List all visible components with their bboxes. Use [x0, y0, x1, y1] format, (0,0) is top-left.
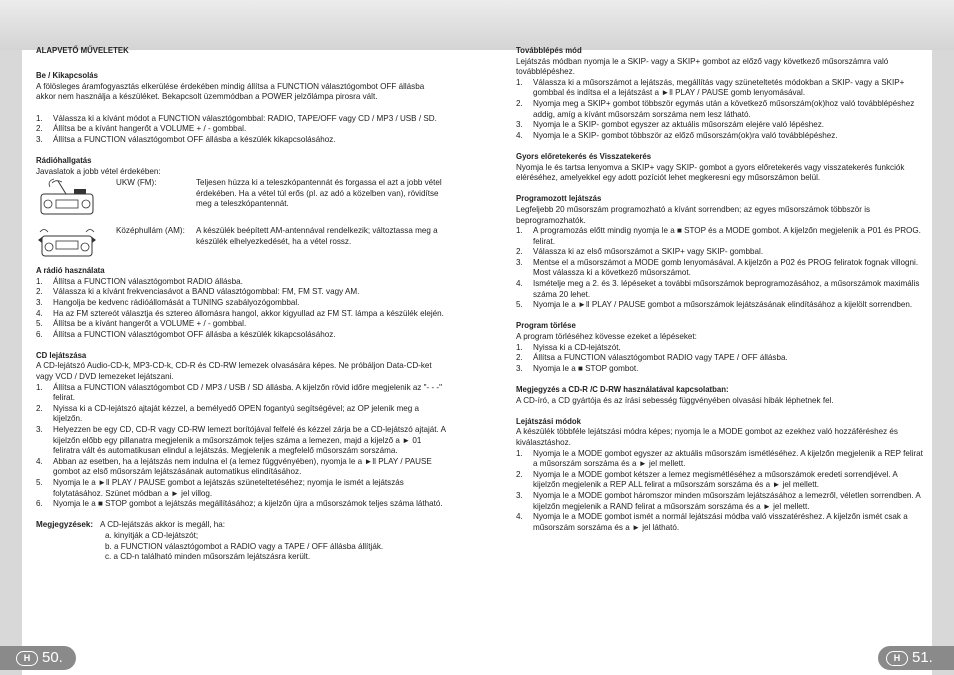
list-item-text: Állítsa a FUNCTION választógombot OFF állásba a készülék kikapcsolásához.	[53, 134, 336, 144]
radio-intro: Javaslatok a jobb vétel érdekében:	[36, 166, 161, 176]
list-item-number: 4.	[36, 456, 43, 466]
list-item-text: Nyomja le a MODE gombot háromszor minden műsorszám lejátszásához a lemezről, véletlen sorrendben. A kijelzőn megjelenik a RAND felirat a műsorszám sorszáma és a ► jel mellett.	[533, 490, 921, 511]
list-item-text: Hangolja be kedvenc rádióállomását a TUNING szabályozógombbal.	[53, 297, 300, 307]
delete-intro: A program törléséhez kövesse ezeket a lépéseket:	[516, 332, 697, 342]
list-item-text: Nyomja le a ►ll PLAY / PAUSE gombot a lejátszás szüneteltetéséhez; nyomja le ismét a lejátszás folytatásához. Szünet módban a ► jel villog.	[53, 478, 404, 498]
ukw-row	[36, 178, 446, 218]
search-heading: Gyors előretekerés és Visszatekerés	[516, 151, 652, 161]
list-item-text: Nyomja le a MODE gombot kétszer a lemez megismétléséhez a műsorszámok eredeti sorrendjével. A kijelzőn megjelenik a REP ALL felirat a műsorszám sorszáma és a ► jel mellett.	[533, 469, 898, 490]
list-item-number: 1.	[516, 226, 523, 236]
list-item	[516, 99, 924, 120]
skip-intro: Lejátszás módban nyomja le a SKIP- vagy a SKIP+ gombot az előző vagy következő műsorszámra való továbblépéshez.	[516, 56, 889, 77]
list-item-number: 5.	[36, 478, 43, 487]
list-item-number: 2.	[516, 98, 523, 108]
list-item-text: Válassza ki a műsorszámot a lejátszás, megállítás vagy szüneteltetés módokban a SKIP- vagy a SKIP+ gombbal és indítsa el a lejátszást a ►ll PLAY / PAUSE gomb lenyomásával.	[533, 77, 905, 98]
onoff-steps	[36, 114, 446, 146]
left-margin-band	[0, 50, 22, 675]
program-heading: Programozott lejátszás	[516, 194, 602, 204]
modes-intro: A készülék többféle lejátszási módra képes; nyomja le a MODE gombot az ezekhez való hozzáféréshez és kiválasztáshoz.	[516, 427, 898, 447]
page-title: ALAPVETŐ MŰVELETEK	[36, 46, 129, 55]
cdr-text: A CD-író, a CD gyártója és az írási sebesség függvényében olvasási hibák léphetnek fel.	[516, 395, 834, 405]
list-item-number: 4.	[516, 279, 523, 289]
page-number-right	[878, 646, 954, 670]
list-item	[516, 120, 924, 131]
list-item	[36, 425, 446, 457]
am-label: Középhullám (AM):	[116, 226, 185, 236]
notes-label: Megjegyzések:	[36, 520, 94, 530]
list-item-text: Állítsa a FUNCTION választógombot OFF állásba a készülék kikapcsolásához.	[53, 329, 336, 339]
list-item-number: 2.	[36, 124, 43, 134]
list-item-number: 2.	[36, 287, 43, 297]
list-item-number: 3.	[516, 490, 523, 500]
list-item-number: 4.	[516, 512, 523, 522]
list-item-text: Ha az FM sztereót választja és sztereo állomásra hangol, akkor kigyullad az FM ST. lámpa a készülék elején.	[53, 308, 444, 318]
notes-item-a: a. kinyitják a CD-lejátszót;	[105, 530, 199, 540]
list-item-text: Állítsa a FUNCTION választógombot RADIO állásba.	[53, 276, 243, 286]
am-text: A készülék beépített AM-antennával rendelkezik; változtassa meg a készülék elhelyezkedését, ha a vétel rossz.	[196, 226, 438, 246]
list-item-text: Nyomja le a MODE gombot ismét a normál lejátszási módba való visszatéréshez. A kijelzőn ismét csak a műsorszám sorszáma és a ► jel látható.	[533, 512, 908, 532]
list-item	[516, 258, 924, 279]
list-item-text: Válassza ki a kívánt frekvenciasávot a BAND választógombbal: FM, FM ST. vagy AM.	[53, 287, 360, 297]
cd-heading: CD lejátszása	[36, 350, 87, 360]
list-item	[36, 287, 446, 298]
list-item-text: Mentse el a műsorszámot a MODE gomb lenyomásával. A kijelzőn a P02 és PROG feliratok fognak villogni. Most válassza ki a következő műsorszámot.	[533, 257, 919, 278]
list-item-text: Nyomja le a SKIP- gombot többször az előző műsorszám(ok)ra való továbblépéshez.	[533, 130, 838, 140]
ukw-label: UKW (FM):	[116, 178, 157, 188]
list-item	[516, 353, 924, 364]
list-item-number: 4.	[516, 130, 523, 140]
list-item-number: 1.	[516, 448, 523, 458]
list-item	[36, 478, 446, 499]
list-item-text: Abban az esetben, ha a lejátszás nem indulna el (a lemez függvényében), nyomja le a ►ll PLAY / PAUSE gombot az első műsorszám lejátszásának automatikus elindításához.	[53, 456, 432, 477]
list-item-text: Nyomja le a ■ STOP gombot a lejátszás megállításához; a kijelzőn újra a műsorszámok teljes száma látható.	[53, 499, 443, 509]
list-item-number: 1.	[516, 342, 523, 352]
top-band	[0, 0, 954, 50]
list-item	[36, 383, 446, 404]
list-item-number: 3.	[516, 257, 523, 267]
radio-heading: Rádióhallgatás	[36, 155, 92, 165]
list-item-text: Nyissa ki a CD-lejátszó ajtaját kézzel, a bemélyedő OPEN fogantyú segítségével; az OP jelenik meg a kijelzőn.	[53, 403, 420, 424]
skip-steps	[516, 78, 924, 142]
onoff-heading: Be / Kikapcsolás	[36, 71, 98, 81]
list-item-text: Nyomja le a SKIP- gombot egyszer az aktuális műsorszám elejére való lépéshez.	[533, 120, 825, 130]
list-item-text: A programozás előtt mindig nyomja le a ■ STOP és a MODE gombot. A kijelzőn megjelenik a P01 és PROG. felirat.	[533, 226, 921, 246]
radio-use-heading: A rádió használata	[36, 266, 105, 276]
list-item-text: Állítsa be a kívánt hangerőt a VOLUME + / - gombbal.	[53, 319, 247, 329]
list-item-number: 1.	[36, 382, 43, 392]
list-item	[36, 457, 446, 478]
list-item-number: 6.	[36, 329, 43, 339]
list-item-number: 2.	[516, 247, 523, 257]
list-item	[516, 300, 924, 311]
radio-use-steps	[36, 277, 446, 341]
list-item	[516, 491, 924, 512]
cd-steps	[36, 383, 446, 510]
list-item-number: 2.	[516, 353, 523, 363]
cdr-heading: Megjegyzés a CD-R /C D-RW használatával kapcsolatban:	[516, 385, 729, 394]
ukw-text: Teljesen húzza ki a teleszkópantennát és forgassa el azt a jobb vétel érdekében. Ha a vétel túl erős (pl. az adó a közelben van), rövidítse meg a teleszkópantennát.	[196, 178, 442, 209]
delete-heading: Program törlése	[516, 321, 576, 331]
list-item	[36, 277, 446, 288]
language-badge: H	[886, 651, 908, 666]
program-steps	[516, 226, 924, 311]
list-item-number: 2.	[516, 469, 523, 479]
list-item	[516, 364, 924, 375]
program-intro: Legfeljebb 20 műsorszám programozható a kívánt sorrendben; az egyes műsorszámok többször is beprogramozhatók.	[516, 204, 871, 225]
page-number: 50.	[42, 648, 63, 666]
list-item	[516, 343, 924, 354]
list-item-text: Nyomja le a ■ STOP gombot.	[533, 363, 639, 373]
list-item-text: Válassza ki az első műsorszámot a SKIP+ vagy SKIP- gombbal.	[533, 247, 764, 257]
list-item	[36, 499, 446, 510]
list-item-number: 1.	[516, 77, 523, 87]
notes-block	[36, 520, 446, 562]
list-item	[516, 247, 924, 258]
page-number: 51.	[912, 648, 933, 666]
list-item-number: 3.	[36, 425, 43, 435]
skip-heading: Továbblépés mód	[516, 46, 582, 55]
list-item-text: Állítsa a FUNCTION választógombot RADIO vagy TAPE / OFF állásba.	[533, 353, 788, 363]
list-item-number: 3.	[36, 297, 43, 307]
list-item-number: 3.	[36, 134, 43, 144]
fm-antenna-illustration	[36, 178, 116, 218]
list-item-number: 4.	[36, 308, 43, 318]
list-item-number: 6.	[36, 499, 43, 509]
list-item	[516, 78, 924, 99]
list-item	[516, 449, 924, 470]
list-item-number: 1.	[36, 276, 43, 286]
list-item	[516, 279, 924, 300]
list-item-text: Nyomja le a MODE gombot egyszer az aktuális műsorszám ismétléséhez. A kijelzőn megjelenik a REP felirat a műsorszám sorszáma és a ► jel mellett.	[533, 448, 923, 469]
list-item	[516, 470, 924, 491]
list-item-text: Helyezzen be egy CD, CD-R vagy CD-RW lemezt borítójával felfelé és kézzel zárja be a CD-lejátszó ajtaját. A kijelzőn előbb egy pillanatra megjelenik a műsorszámok teljes száma a lemezen, majd a kijelző a ► 01 feliratra vált és automatikusan elindul a lejátszás. Megjelenik a megfelelő műsorszám sorszáma.	[53, 425, 446, 456]
delete-steps	[516, 343, 924, 375]
list-item	[36, 309, 446, 320]
list-item-number: 5.	[36, 319, 43, 329]
left-page	[36, 46, 446, 563]
list-item-text: Ismételje meg a 2. és 3. lépéseket a további műsorszámok beprogramozásához, a műsorszámok maximális száma 20 lehet.	[533, 279, 920, 299]
list-item-number: 5.	[516, 300, 523, 310]
cd-intro: A CD-lejátszó Audio-CD-k, MP3-CD-k, CD-R és CD-RW lemezek olvasására képes. Ne próbáljon Data-CD-ket vagy VCD / DVD lemezeket lejátszani.	[36, 361, 432, 382]
list-item	[36, 330, 446, 341]
list-item	[36, 319, 446, 330]
list-item-number: 3.	[516, 363, 523, 373]
am-position-illustration	[36, 226, 116, 260]
list-item-text: Nyomja meg a SKIP+ gombot többször egymás után a következő műsorszám(ok)hoz való továbblépéshez addig, amíg a kívánt műsorszám sorszáma nem lesz látható.	[533, 98, 915, 119]
notes-intro: A CD-lejátszás akkor is megáll, ha:	[100, 520, 226, 530]
right-margin-band	[932, 50, 954, 675]
am-row	[36, 226, 446, 260]
list-item	[516, 226, 924, 247]
page-number-left	[0, 646, 76, 670]
list-item-number: 3.	[516, 120, 523, 130]
onoff-intro: A fölösleges áramfogyasztás elkerülése érdekében mindig állítsa a FUNCTION választógombot OFF állásba akkor nem használja a készüléket. Bekapcsolt üzemmódban a POWER jelzőlámpa pirosra vált.	[36, 81, 425, 102]
list-item	[36, 135, 446, 146]
list-item	[516, 512, 924, 533]
notes-item-c: c. a CD-n található minden műsorszám lejátszásra került.	[105, 552, 311, 562]
modes-heading: Lejátszási módok	[516, 416, 581, 426]
list-item-number: 2.	[36, 403, 43, 413]
list-item	[516, 131, 924, 142]
list-item-text: Állítsa a FUNCTION választógombot CD / MP3 / USB / SD állásba. A kijelzőn rövid időre megjelenik az "- - -" felirat.	[53, 382, 442, 403]
language-badge: H	[16, 651, 38, 666]
list-item-text: Nyissa ki a CD-lejátszót.	[533, 342, 621, 352]
list-item	[36, 404, 446, 425]
notes-item-b: b. a FUNCTION választógombot a RADIO vagy a TAPE / OFF állásba állítják.	[105, 541, 384, 551]
modes-steps	[516, 449, 924, 534]
list-item-number: 1.	[36, 113, 43, 123]
list-item	[36, 298, 446, 309]
list-item	[36, 114, 446, 125]
list-item-text: Válassza ki a kívánt módot a FUNCTION választógombbal: RADIO, TAPE/OFF vagy CD / MP3 / USB / SD.	[53, 113, 437, 123]
list-item-text: Nyomja le a ►ll PLAY / PAUSE gombot a műsorszámok lejátszásának elindításához a kijelölt sorrendben.	[533, 300, 913, 310]
list-item-text: Állítsa be a kívánt hangerőt a VOLUME + / - gombbal.	[53, 124, 247, 134]
search-text: Nyomja le és tartsa lenyomva a SKIP+ vagy SKIP- gombot a gyors előretekerés vagy visszatekerés funkciók eléréséhez, amelyekkel egy adott pozíciót lehet megkeresni egy műsorszámon belül.	[516, 162, 905, 183]
list-item	[36, 124, 446, 135]
right-page	[516, 46, 924, 533]
